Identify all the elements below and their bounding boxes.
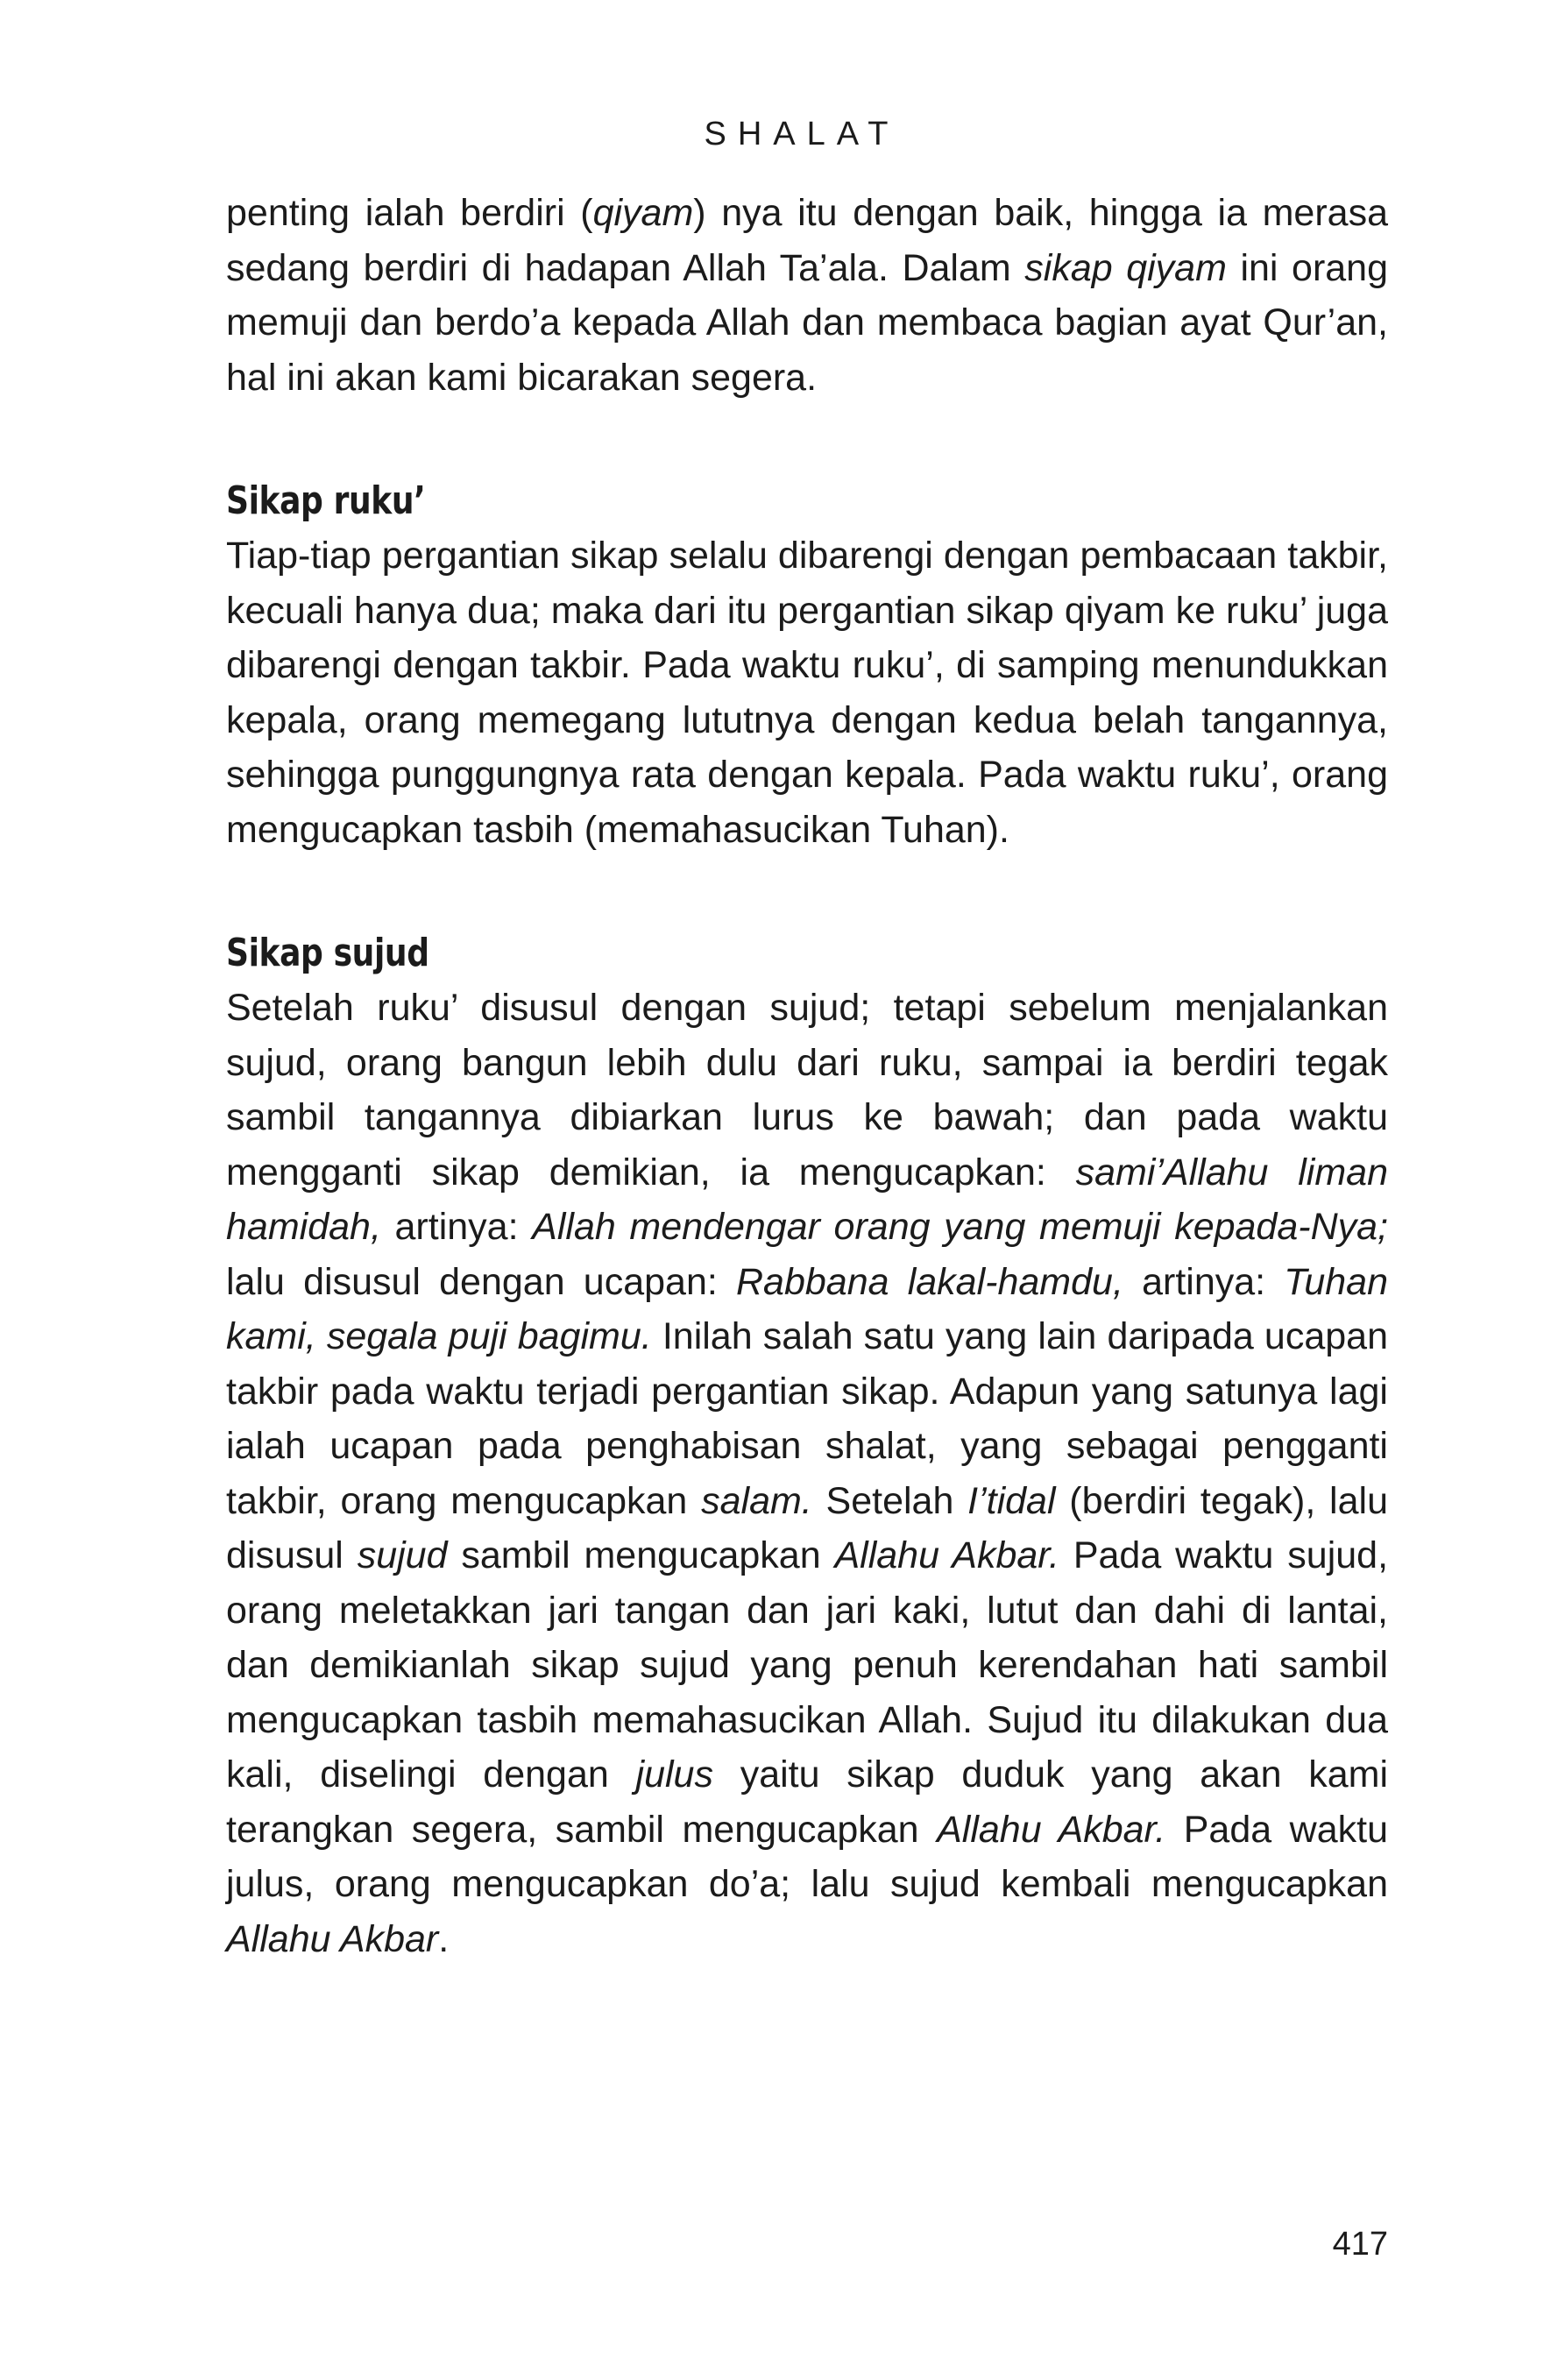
sujud-text-5: Inilah salah satu yang lain daripada ucapan takbir pada waktu terjadi pergantian sikap. Adapun yang satunya lagi ialah ucapan pada penghabisan shalat, yang sebagai pengganti takbir, orang mengucapkan	[226, 1315, 1389, 1522]
intro-paragraph	[226, 186, 1388, 405]
page-body	[226, 186, 1388, 1966]
sujud-text-11: Pada waktu julus, orang mengucapkan do’a; lalu sujud kembali mengucapkan	[226, 1808, 1389, 1905]
sujud-text-9: Pada waktu sujud, orang meletakkan jari tangan dan jari kaki, lutut dan dahi di lantai, dan demikianlah sikap sujud yang penuh kerendahan hati sambil mengucapkan tasbih memahasucikan Allah. Sujud itu dilakukan dua kali, diselingi dengan	[226, 1534, 1389, 1796]
sujud-italic-4: Tuhan kami, segala puji bagimu.	[226, 1260, 1388, 1357]
sujud-text-3: lalu disusul dengan ucapan:	[226, 1260, 736, 1303]
intro-italic-qiyam: qiyam	[592, 192, 694, 234]
sujud-italic-5: salam.	[701, 1479, 812, 1522]
sujud-text-8: sambil mengucapkan	[447, 1534, 835, 1576]
page-number: 417	[1332, 2226, 1388, 2263]
intro-text-1: penting ialah berdiri (	[226, 192, 593, 234]
intro-text-3: ini orang memuji dan berdo’a kepada Allah dan membaca bagian ayat Qur’an, hal ini akan kami bicarakan segera.	[226, 246, 1389, 399]
sujud-italic-11: Allahu Akbar	[226, 1917, 439, 1960]
section-heading-sujud: Sikap sujud	[226, 931, 429, 975]
ruku-paragraph: Tiap-tiap pergantian sikap selalu dibarengi dengan pembacaan takbir, kecuali hanya dua; maka dari itu pergantian sikap qiyam ke ruku’ juga dibarengi dengan takbir. Pada waktu ruku’, di samping menundukkan kepala, orang memegang lututnya dengan kedua belah tangannya, sehingga punggungnya rata dengan kepala. Pada waktu ruku’, orang mengucapkan tasbih (memahasucikan Tuhan).	[226, 535, 1388, 851]
sujud-italic-2: Allah mendengar orang yang memuji kepada-Nya;	[532, 1206, 1388, 1248]
sujud-italic-10: Allahu Akbar.	[937, 1808, 1166, 1851]
sujud-italic-3: Rabbana lakal-hamdu,	[736, 1260, 1123, 1303]
section-heading-ruku: Sikap ruku’	[226, 478, 426, 523]
sujud-text-6: Setelah	[811, 1479, 968, 1522]
sujud-text-12: .	[438, 1917, 450, 1960]
sujud-text-2: artinya:	[380, 1206, 533, 1248]
sujud-italic-9: julus	[635, 1753, 713, 1796]
sujud-text-4: artinya:	[1123, 1260, 1285, 1303]
sujud-italic-1: sami’Allahu liman hamidah,	[226, 1151, 1388, 1248]
sujud-text-1: Setelah ruku’ disusul dengan sujud; tetapi sebelum menjalankan sujud, orang bangun lebih dulu dari ruku, sampai ia berdiri tegak sambil tangannya dibiarkan lurus ke bawah; dan pada waktu mengganti sikap demikian, ia mengucapkan:	[226, 987, 1388, 1194]
running-header: SHALAT	[704, 116, 900, 152]
sujud-paragraph	[226, 981, 1388, 1966]
sujud-text-10: yaitu sikap duduk yang akan kami terangkan segera, sambil mengucapkan	[226, 1753, 1389, 1851]
sujud-italic-6: I’tidal	[967, 1479, 1056, 1522]
intro-text-2: ) nya itu dengan baik, hingga ia merasa sedang berdiri di hadapan Allah Ta’ala. Dalam	[226, 192, 1388, 289]
sujud-text-7: (berdiri tegak), lalu disusul	[226, 1479, 1388, 1576]
sujud-italic-8: Allahu Akbar.	[834, 1534, 1059, 1576]
sujud-italic-7: sujud	[357, 1534, 448, 1576]
intro-italic-sikap-qiyam: sikap qiyam	[1024, 246, 1227, 289]
